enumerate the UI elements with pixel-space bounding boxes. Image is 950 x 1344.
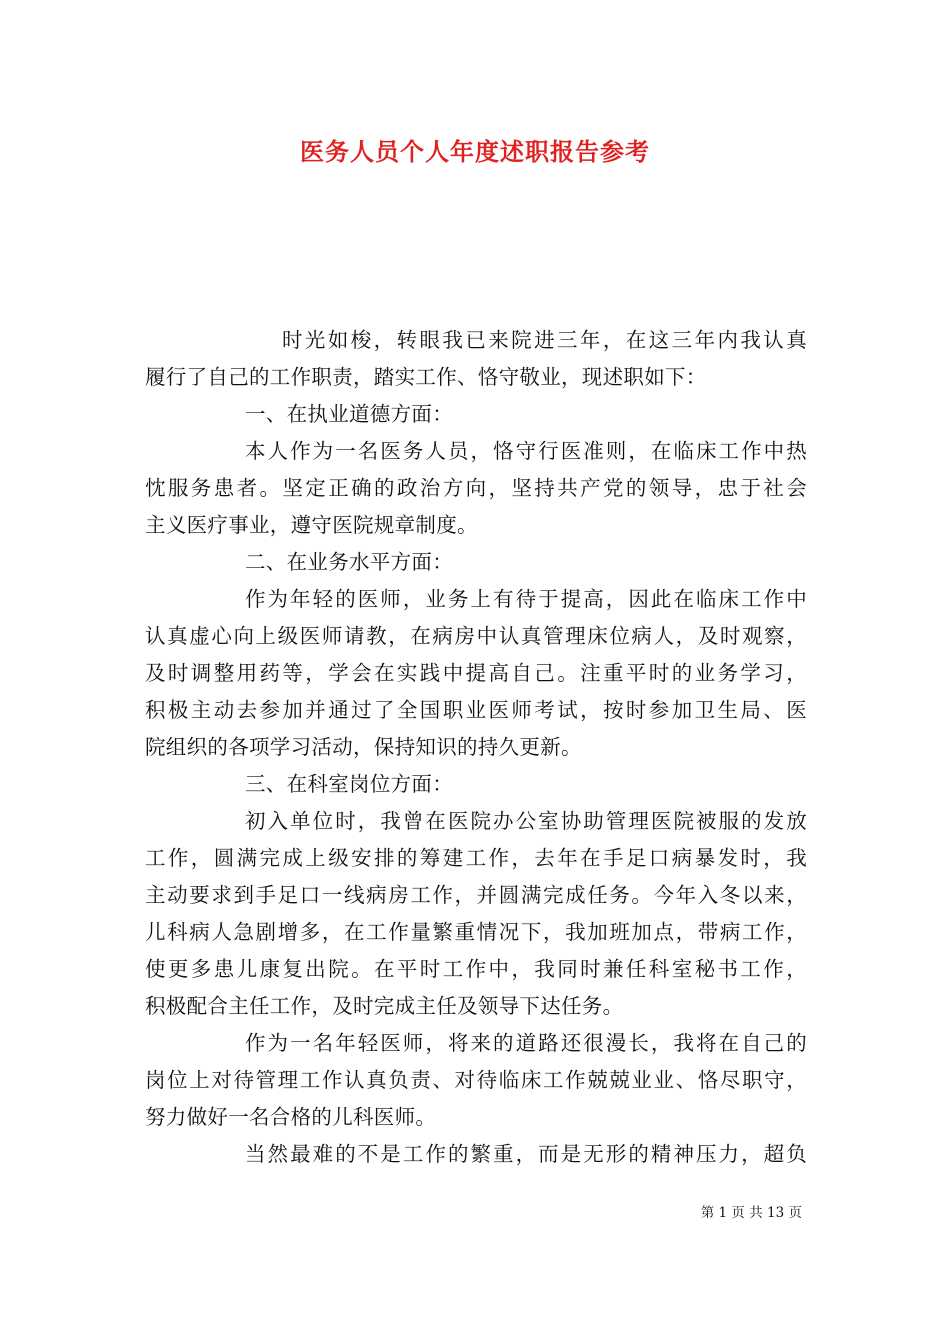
paragraph-line: 作为年轻的医师，业务上有待于提高，因此在临床工作中 [245,587,807,611]
paragraph-line: 积极配合主任工作，及时完成主任及领导下达任务。 [145,994,624,1018]
paragraph-line: 一、在执业道德方面： [245,402,453,426]
page-number: 第 1 页 共 13 页 [700,1205,802,1221]
paragraph-line: 三、在科室岗位方面： [245,772,453,796]
paragraph-line: 当然最难的不是工作的繁重，而是无形的精神压力，超负 [245,1142,807,1166]
paragraph-line: 本人作为一名医务人员，恪守行医准则，在临床工作中热 [245,439,807,463]
paragraph-line: 岗位上对待管理工作认真负责、对待临床工作兢兢业业、恪尽职守， [145,1068,807,1092]
paragraph-line: 工作，圆满完成上级安排的筹建工作，去年在手足口病暴发时，我 [145,846,807,870]
paragraph-line: 主义医疗事业，遵守医院规章制度。 [145,513,478,537]
paragraph-line: 初入单位时，我曾在医院办公室协助管理医院被服的发放 [245,809,807,833]
paragraph-line: 积极主动去参加并通过了全国职业医师考试，按时参加卫生局、医 [145,698,807,722]
paragraph-line: 主动要求到手足口一线病房工作，并圆满完成任务。今年入冬以来， [145,883,807,907]
paragraph-line: 忱服务患者。坚定正确的政治方向，坚持共产党的领导，忠于社会 [145,476,807,500]
paragraph-line: 努力做好一名合格的儿科医师。 [145,1105,437,1129]
paragraph-line: 儿科病人急剧增多，在工作量繁重情况下，我加班加点，带病工作， [145,920,807,944]
paragraph-line: 认真虚心向上级医师请教，在病房中认真管理床位病人，及时观察， [145,624,807,648]
document-body [145,322,807,1173]
paragraph-line: 二、在业务水平方面： [245,550,453,574]
paragraph-line: 使更多患儿康复出院。在平时工作中，我同时兼任科室秘书工作， [145,957,807,981]
document-title: 医务人员个人年度述职报告参考 [300,137,650,166]
paragraph-line: 作为一名年轻医师，将来的道路还很漫长，我将在自己的 [245,1031,807,1055]
paragraph-line: 时光如梭，转眼我已来院进三年，在这三年内我认真 [282,328,807,352]
paragraph-line: 院组织的各项学习活动，保持知识的持久更新。 [145,735,582,759]
paragraph-line: 及时调整用药等，学会在实践中提高自己。注重平时的业务学习， [145,661,807,685]
paragraph-line: 履行了自己的工作职责，踏实工作、恪守敬业，现述职如下： [145,365,707,389]
